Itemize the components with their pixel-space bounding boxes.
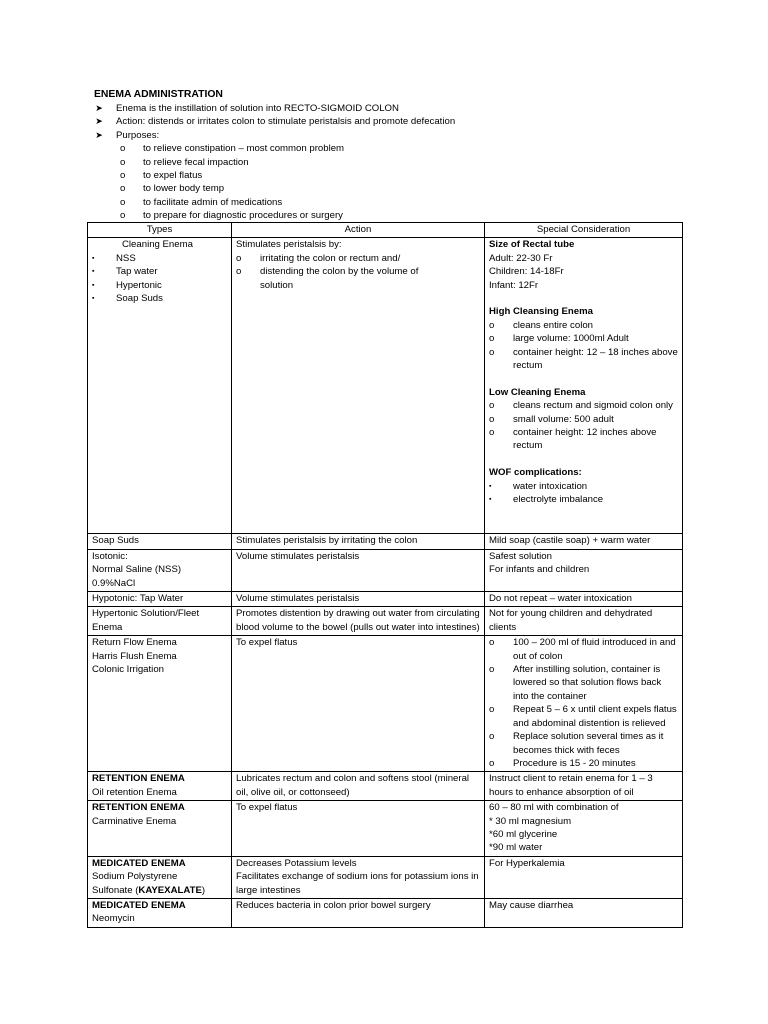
spacer	[489, 453, 678, 466]
list-item	[489, 703, 678, 730]
list-item	[92, 292, 227, 305]
enema-types-table	[87, 222, 683, 928]
intro-bullet-text: Enema is the instillation of solution into RECTO-SIGMOID COLON	[116, 103, 399, 114]
rectal-tube-title: Size of Rectal tube	[489, 239, 575, 251]
table-header-row	[88, 223, 683, 238]
special-line: *90 ml water	[489, 842, 543, 854]
table-row	[88, 772, 683, 801]
table-row	[88, 636, 683, 772]
type-heading: RETENTION ENEMA	[92, 773, 185, 785]
list-item	[489, 426, 678, 453]
list-item-text: small volume: 500 adult	[513, 413, 614, 425]
list-item	[236, 252, 480, 265]
circle-bullet-icon: o	[489, 427, 495, 439]
column-header-special: Special Consideration	[485, 223, 683, 238]
action-cell: Promotes distention by drawing out water from circulating blood volume to the bowel (pulls out water into intestines)	[232, 607, 485, 636]
square-bullet-icon: ▪	[92, 254, 95, 262]
table-row	[88, 607, 683, 636]
list-item	[489, 757, 678, 770]
type-cell	[88, 238, 232, 534]
list-item-text: irritating the colon or rectum and/	[260, 252, 401, 264]
type-heading: MEDICATED ENEMA	[92, 899, 186, 911]
action-line: Facilitates exchange of sodium ions for potassium ions in large intestines	[236, 871, 479, 896]
special-cell	[485, 801, 683, 857]
type-line: Harris Flush Enema	[92, 650, 177, 662]
type-line: Oil retention Enema	[92, 786, 177, 798]
list-item	[92, 252, 227, 265]
list-item-text: water intoxication	[513, 480, 588, 492]
special-line: * 30 ml magnesium	[489, 815, 572, 827]
tube-size: Adult: 22-30 Fr	[489, 252, 553, 264]
circle-bullet-icon: o	[489, 346, 495, 358]
action-cell	[232, 238, 485, 534]
high-cleansing-title: High Cleansing Enema	[489, 306, 593, 318]
type-cell: Hypotonic: Tap Water	[88, 592, 232, 607]
list-item	[489, 480, 678, 493]
action-intro: Stimulates peristalsis by:	[236, 239, 342, 251]
action-cell: To expel flatus	[232, 636, 485, 772]
action-cell: Reduces bacteria in colon prior bowel surgery	[232, 898, 485, 927]
type-line: 0.9%NaCl	[92, 577, 136, 589]
circle-bullet-icon: o	[120, 196, 126, 208]
type-line: Normal Saline (NSS)	[92, 564, 182, 576]
circle-bullet-icon: o	[489, 333, 495, 345]
purpose-text: to relieve constipation – most common problem	[143, 143, 345, 155]
list-item-text: Soap Suds	[116, 293, 163, 305]
list-item	[236, 265, 480, 292]
list-item	[489, 493, 678, 506]
list-item	[489, 346, 678, 373]
purpose-text: to relieve fecal impaction	[143, 156, 249, 168]
wof-title: WOF complications:	[489, 467, 582, 479]
table-row	[88, 549, 683, 591]
page-title: ENEMA ADMINISTRATION	[94, 89, 223, 100]
high-cleansing-list	[489, 319, 678, 373]
action-cell	[232, 856, 485, 898]
tube-size: Children: 14-18Fr	[489, 266, 564, 278]
return-flow-list	[489, 636, 678, 770]
list-item	[489, 663, 678, 703]
purpose-text: to facilitate admin of medications	[143, 196, 283, 208]
type-heading: RETENTION ENEMA	[92, 802, 185, 814]
list-item	[489, 413, 678, 426]
circle-bullet-icon: o	[489, 319, 495, 331]
type-line-part: )	[201, 884, 206, 896]
circle-bullet-icon: o	[489, 757, 495, 769]
type-line-part: Sulfonate (	[92, 884, 139, 896]
type-line: Colonic Irrigation	[92, 664, 164, 676]
circle-bullet-icon: o	[120, 183, 126, 195]
circle-bullet-icon: o	[120, 169, 126, 181]
spacer	[489, 372, 678, 385]
circle-bullet-icon: o	[120, 210, 126, 222]
spacer	[489, 292, 678, 305]
special-cell: Not for young children and dehydrated clients	[485, 607, 683, 636]
type-cell	[88, 549, 232, 591]
low-cleaning-title: Low Cleaning Enema	[489, 386, 586, 398]
circle-bullet-icon: o	[236, 252, 242, 264]
type-list	[92, 252, 227, 306]
special-line: 60 – 80 ml with combination of	[489, 802, 619, 814]
wof-list	[489, 480, 678, 507]
table-row	[88, 534, 683, 549]
circle-bullet-icon: o	[489, 664, 495, 676]
list-item-text: cleans rectum and sigmoid colon only	[513, 400, 673, 412]
list-item-text: electrolyte imbalance	[513, 494, 604, 506]
action-list	[236, 252, 480, 292]
type-cell	[88, 636, 232, 772]
list-item	[489, 730, 678, 757]
type-cell: Soap Suds	[88, 534, 232, 549]
type-cell	[88, 801, 232, 857]
list-item	[489, 332, 678, 345]
list-item	[489, 319, 678, 332]
special-cell: Mild soap (castile soap) + warm water	[485, 534, 683, 549]
intro-bullet-text: Purposes:	[116, 129, 160, 141]
list-item-text: large volume: 1000ml Adult	[513, 333, 629, 345]
square-bullet-icon: ▪	[489, 496, 492, 504]
action-cell: To expel flatus	[232, 801, 485, 857]
action-cell: Volume stimulates peristalsis	[232, 592, 485, 607]
intro-bullet	[94, 115, 694, 128]
square-bullet-icon: ▪	[489, 482, 492, 490]
action-line: Decreases Potassium levels	[236, 857, 357, 869]
circle-bullet-icon: o	[120, 156, 126, 168]
list-item-text: container height: 12 inches above rectum	[513, 427, 657, 452]
square-bullet-icon: ▪	[92, 295, 95, 303]
type-heading: MEDICATED ENEMA	[92, 857, 186, 869]
special-line: For infants and children	[489, 564, 590, 576]
arrow-bullet-icon: ➤	[95, 116, 103, 127]
purpose-text: to lower body temp	[143, 183, 225, 195]
list-item-text: NSS	[116, 252, 136, 264]
column-header-types: Types	[88, 223, 232, 238]
square-bullet-icon: ▪	[92, 281, 95, 289]
list-item-text: Replace solution several times as it becomes thick with feces	[513, 731, 664, 756]
list-item-text: Tap water	[116, 266, 158, 278]
table-row	[88, 592, 683, 607]
purpose-item	[94, 209, 694, 222]
special-cell: For Hyperkalemia	[485, 856, 683, 898]
special-cell	[485, 636, 683, 772]
special-cell: Instruct client to retain enema for 1 – 3 hours to enhance absorption of oil	[485, 772, 683, 801]
special-cell: Do not repeat – water intoxication	[485, 592, 683, 607]
circle-bullet-icon: o	[489, 704, 495, 716]
special-cell	[485, 549, 683, 591]
intro-bullet-text: Action: distends or irritates colon to stimulate peristalsis and promote defecation	[116, 116, 456, 128]
special-cell: May cause diarrhea	[485, 898, 683, 927]
column-header-action: Action	[232, 223, 485, 238]
type-line	[92, 884, 227, 897]
list-item-text: cleans entire colon	[513, 319, 593, 331]
circle-bullet-icon: o	[236, 266, 242, 278]
list-item-text: container height: 12 – 18 inches above rectum	[513, 346, 678, 372]
arrow-bullet-icon: ➤	[95, 129, 103, 140]
type-cell	[88, 856, 232, 898]
tube-size: Infant: 12Fr	[489, 279, 539, 291]
type-line: Neomycin	[92, 913, 135, 925]
arrow-bullet-icon: ➤	[95, 103, 103, 113]
purpose-item	[94, 169, 694, 182]
type-line: Sodium Polystyrene	[92, 871, 178, 883]
table-row	[88, 856, 683, 898]
table-row	[88, 801, 683, 857]
purpose-item	[94, 142, 694, 155]
list-item	[92, 265, 227, 278]
special-cell	[485, 238, 683, 534]
special-line: *60 ml glycerine	[489, 828, 558, 840]
circle-bullet-icon: o	[489, 400, 495, 412]
type-cell	[88, 898, 232, 927]
list-item-text: distending the colon by the volume of solution	[260, 266, 419, 291]
list-item	[92, 279, 227, 292]
list-item-text: 100 – 200 ml of fluid introduced in and out of colon	[513, 637, 676, 662]
drug-name: KAYEXALATE	[138, 884, 202, 896]
table-row	[88, 898, 683, 927]
purpose-text: to expel flatus	[143, 169, 203, 181]
special-line: Safest solution	[489, 550, 552, 562]
intro-list	[94, 102, 694, 223]
purpose-item	[94, 156, 694, 169]
circle-bullet-icon: o	[120, 143, 126, 155]
low-cleaning-list	[489, 399, 678, 453]
type-line: Carminative Enema	[92, 815, 177, 827]
circle-bullet-icon: o	[489, 413, 495, 425]
intro-bullet	[94, 102, 694, 115]
intro-bullet	[94, 129, 694, 142]
type-cell	[88, 772, 232, 801]
type-title: Cleaning Enema	[122, 239, 193, 251]
list-item-text: After instilling solution, container is lowered so that solution flows back into the container	[513, 664, 662, 702]
action-cell: Stimulates peristalsis by irritating the colon	[232, 534, 485, 549]
list-item-text: Repeat 5 – 6 x until client expels flatus and abdominal distention is relieved	[513, 704, 677, 729]
circle-bullet-icon: o	[489, 637, 495, 649]
table-row	[88, 238, 683, 534]
square-bullet-icon: ▪	[92, 268, 95, 276]
action-cell: Volume stimulates peristalsis	[232, 549, 485, 591]
list-item-text: Procedure is 15 - 20 minutes	[513, 757, 636, 769]
list-item	[489, 636, 678, 663]
purpose-item	[94, 182, 694, 195]
list-item	[489, 399, 678, 412]
action-cell: Lubricates rectum and colon and softens stool (mineral oil, olive oil, or cottonseed)	[232, 772, 485, 801]
purpose-text: to prepare for diagnostic procedures or surgery	[143, 210, 343, 222]
circle-bullet-icon: o	[489, 731, 495, 743]
type-line: Isotonic:	[92, 550, 128, 562]
purpose-item	[94, 196, 694, 209]
list-item-text: Hypertonic	[116, 279, 162, 291]
type-line: Return Flow Enema	[92, 637, 177, 649]
type-cell: Hypertonic Solution/Fleet Enema	[88, 607, 232, 636]
